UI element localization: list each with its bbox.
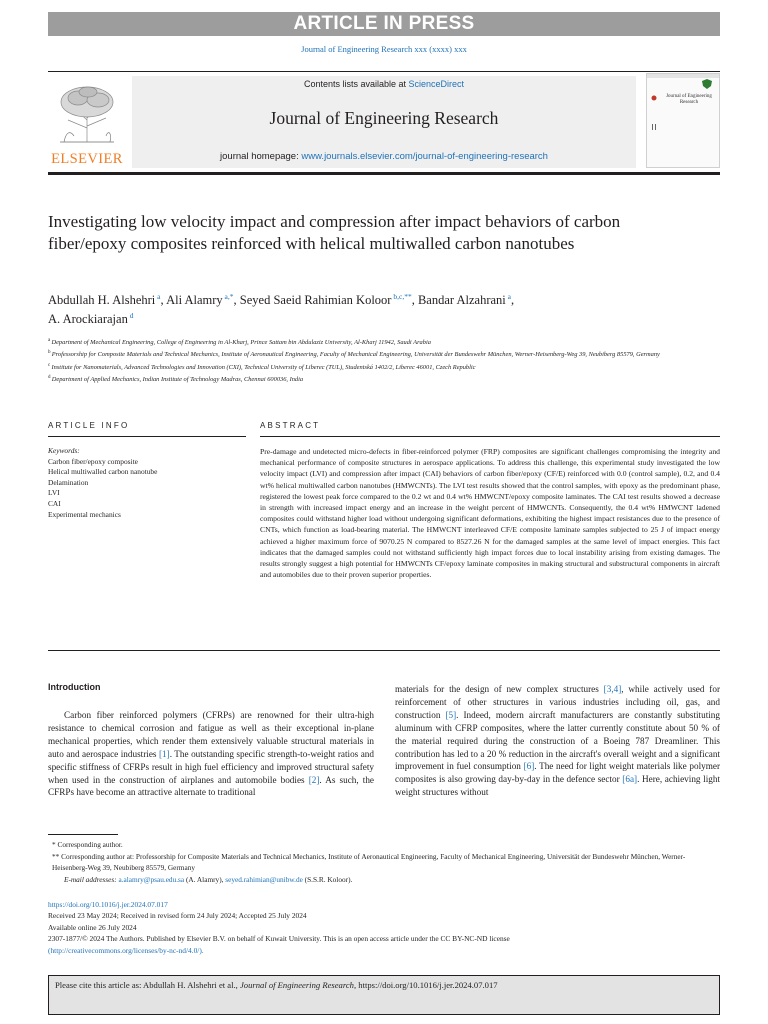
body-text: . Here, achieving light weight structures without (395, 774, 720, 798)
journal-reference-header[interactable]: Journal of Engineering Research xxx (xxxx) xxx (301, 44, 467, 54)
affiliation-text: Department of Applied Mechanics, Indian Institute of Technology Madras, Chennai 600036, India (51, 376, 304, 384)
author-name[interactable]: A. Arockiarajan (48, 312, 128, 326)
journal-homepage-line (132, 151, 636, 162)
keywords-block (48, 446, 238, 520)
affiliation-item (48, 348, 728, 360)
body-text: . The need for light weight materials like polymer composites is also growing day-by-day in the defence sector (395, 761, 721, 785)
affiliation-item (48, 336, 728, 348)
cover-emblem-icon (650, 94, 658, 134)
body-text: Carbon fiber reinforced polymers (CFRPs) are renowned for their ultra-high resistance to chemical corrosion and fatigue as well as their exceptional in-plane mechanical properties, which render them extensively valuable structural materials in auto and aerospace industries (48, 710, 374, 759)
footnote-rule (48, 834, 118, 835)
keyword-item: Experimental mechanics (48, 509, 121, 519)
author-affiliation-mark[interactable]: a,* (222, 291, 234, 301)
body-text: , while actively used for reinforcement of other structures in various industries including oil, gas, and construction (395, 684, 720, 720)
corresponding-author-note: * Corresponding author. (52, 840, 123, 849)
body-text: materials for the design of new complex structures (395, 684, 604, 694)
cover-journal-title: Journal of Engineering Research (666, 94, 712, 105)
license-statement: 2307-1877/© 2024 The Authors. Published by Elsevier B.V. on behalf of Kuwait University. This is an open access article under the CC BY-NC-ND license (48, 934, 510, 944)
affiliation-mark: d (48, 375, 52, 381)
citation-box (48, 975, 720, 1015)
available-online-date: Available online 26 July 2024 (48, 922, 137, 932)
journal-name: Journal of Engineering Research (269, 108, 499, 128)
abstract-rule (260, 436, 720, 437)
author-affiliation-mark[interactable]: d (127, 310, 134, 320)
received-dates: Received 23 May 2024; Received in revised form 24 July 2024; Accepted 25 July 2024 (48, 911, 307, 921)
citation-prefix: Please cite this article as: Abdullah H. Alshehri et al., (55, 980, 240, 990)
article-title: Investigating low velocity impact and compression after impact behaviors of carbon fiber/epoxy composites reinforced with helical multiwalled carbon nanotubes (48, 212, 621, 253)
affiliation-text: Department of Mechanical Engineering, College of Engineering in Al-Kharj, Prince Sattam bin Abdulaziz University, Al-Kharj 11942, Saudi Arabia (51, 339, 431, 347)
citation-suffix: , https://doi.org/10.1016/j.jer.2024.07.017 (353, 980, 498, 990)
article-in-press-banner: ARTICLE IN PRESS (48, 12, 720, 36)
sciencedirect-link[interactable]: ScienceDirect (408, 79, 465, 89)
cover-crest-icon (701, 78, 713, 90)
keywords-list (48, 457, 238, 521)
keyword-item: CAI (48, 498, 61, 508)
introduction-heading: Introduction (48, 682, 101, 692)
author-separator: , (160, 293, 167, 307)
author-separator: , (233, 293, 240, 307)
keywords-label: Keywords: (48, 446, 80, 455)
author-affiliation-mark[interactable]: a (505, 291, 511, 301)
citation-reference-link[interactable]: [1] (158, 748, 170, 759)
body-text: . As such, the CFRPs have become an attractive alternate to traditional (48, 774, 374, 798)
affiliation-mark: c (48, 362, 52, 368)
author-name[interactable]: Seyed Saeid Rahimian Koloor (239, 293, 392, 307)
contents-available-line (132, 79, 636, 89)
citation-reference-link[interactable]: [2] (308, 774, 320, 785)
author-name[interactable]: Abdullah H. Alshehri (48, 293, 156, 307)
affiliation-mark: a (48, 338, 52, 343)
article-info-rule (48, 436, 246, 437)
corresponding-author-address: ** Corresponding author at: Professorship for Composite Materials and Technical Mechanics, Institute of Aeronautical Engineering, Faculty of Mechanical Engineering, Universität der Bundeswehr München, Werner-Heisenberg-Weg 39, Neubiberg 85579, Germany (52, 851, 686, 873)
abstract-heading: ABSTRACT (260, 421, 321, 430)
author-affiliation-mark[interactable]: b,c,** (391, 291, 412, 301)
keyword-item: Delamination (48, 477, 89, 487)
citation-reference-link[interactable]: [5] (445, 709, 457, 720)
keyword-item: Helical multiwalled carbon nanotube (48, 467, 158, 477)
journal-homepage-link[interactable]: www.journals.elsevier.com/journal-of-engineering-research (301, 151, 548, 162)
license-link[interactable]: (http://creativecommons.org/licenses/by-nc-nd/4.0/). (48, 945, 204, 955)
keyword-item: LVI (48, 488, 60, 498)
author-separator: , (510, 293, 515, 307)
citation-journal: Journal of Engineering Research (239, 980, 354, 990)
author-affiliation-mark[interactable]: a (155, 291, 161, 301)
email-line (48, 874, 720, 886)
body-text: . The outstanding specific strength-to-weight ratios and specific stiffness of CFRPs result in high fuel efficiency and improved structural safety when used in the construction of airplanes and automobile bodies (48, 748, 374, 785)
email-owner-koloor: (S.S.R. Koloor). (302, 874, 353, 884)
affiliation-text: Professorship for Composite Materials and Technical Mechanics, Institute of Aeronautical Engineering, Faculty of Mechanical Engineering, Universität der Bundeswehr München, Werner-Heisenberg-Weg 39, Neubiberg 85579, Germany (51, 351, 660, 359)
author-name[interactable]: Bandar Alzahrani (417, 293, 506, 307)
affiliation-list (48, 336, 728, 386)
footnotes (48, 839, 720, 885)
body-text: . Indeed, modern aircraft manufacturers are constantly substituting aluminum with CFRP composites, where the latter currently constitute about 50 % of the material required during the construction of a Boeing 787 Dreamliner. This contribution has led to a 20 % reduction in the aircraft's overall weight and a significant improvement in fuel consumption (395, 709, 720, 772)
citation-reference-link[interactable]: [6] (523, 761, 535, 772)
abstract-text: Pre-damage and undetected micro-defects in fiber-reinforced polymer (FRP) composites are significant challenges compromising the integrity and mechanical performance of composite structures in aerospace applications. To address this challenge, this experimental study investigated the low velocity impact (LVI) and compression after impact (CAI) behaviors of carbon fiber/epoxy (CF/E) reinforced with 0.0 (control sample), 0.2, and 0.4 wt% helical multiwalled carbon nanotubes (HMWCNTs). The LVI test results showed that the control samples, with epoxy as the predominant phase, registered the lowest peak force compared to the 0.2 wt and 0.4 wt% HMWCNT/epoxy composite laminates. The CAI test results showed a decrease in strength with increased impact energy and an increase in the weight percent of HMWCNTs. Consequently, the 0.4 wt% HMWCNT ladened composites could withstand higher load without undergoing significant deformations, exhibiting the highest impact resistances due to the presence of CNTs, which function as load-bearing material. The HMWCNT interleaved CF/E composite laminate samples subjected to 25 J of impact energy achieved a higher maximum force of 9070.25 N compared to 8527.26 N for the damaged samples at the same level of impact energies. This fact indicates that the damaged samples could not withstand sufficiently high impact forces due to local instability arising from existing damages. The results strongly suggest a high potential for HMWCNTs CF/epoxy laminate composites in making structural and substructural components in aircraft and automobiles due to their proven superior properties. (260, 447, 720, 580)
email-link-alamry[interactable]: a.alamry@psau.edu.sa (118, 874, 185, 884)
author-name[interactable]: Ali Alamry (166, 293, 223, 307)
section-divider (48, 650, 720, 651)
affiliation-mark: b (48, 350, 52, 356)
affiliation-text: Institute for Nanomaterials, Advanced Technologies and Innovation (CXI), Technical University of Liberec (TUL), Studentská 1402/2, Liberec 46001, Czech Republic (51, 363, 476, 371)
contents-prefix: Contents lists available at (303, 79, 409, 89)
masthead-top-rule (48, 71, 720, 72)
article-info-heading: ARTICLE INFO (48, 421, 130, 430)
affiliation-item (48, 373, 728, 385)
citation-reference-link[interactable]: [3,4] (603, 684, 622, 694)
intro-left-column (48, 709, 374, 799)
masthead-bottom-rule (48, 172, 720, 175)
keyword-item: Carbon fiber/epoxy composite (48, 456, 138, 466)
publication-info (48, 899, 720, 956)
intro-right-column (395, 683, 720, 799)
affiliation-item (48, 361, 728, 373)
author-separator: , (411, 293, 418, 307)
citation-reference-link[interactable]: [6a] (622, 774, 638, 785)
email-label: E-mail addresses: (64, 874, 117, 884)
journal-cover-thumbnail[interactable] (646, 73, 720, 168)
author-list (48, 291, 688, 329)
elsevier-wordmark: ELSEVIER (51, 151, 123, 167)
email-owner-alamry: (A. Alamry), (184, 874, 226, 884)
email-link-koloor[interactable]: seyed.rahimian@unibw.de (225, 874, 303, 884)
doi-link[interactable]: https://doi.org/10.1016/j.jer.2024.07.017 (48, 900, 168, 909)
homepage-prefix: journal homepage: (220, 151, 302, 162)
